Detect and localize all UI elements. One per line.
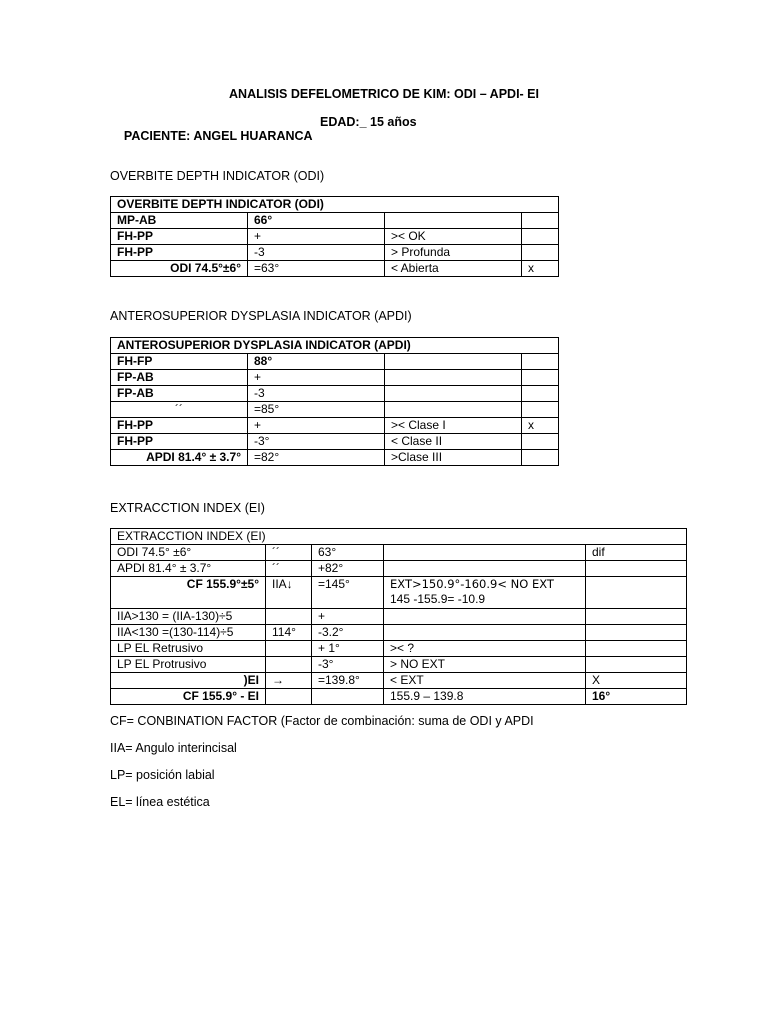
table-cell: + (248, 229, 385, 245)
table-cell: > NO EXT (384, 657, 586, 673)
table-cell: + (248, 418, 385, 434)
table-cell: X (586, 673, 687, 689)
table-cell (522, 354, 559, 370)
table-row (111, 689, 687, 705)
table-cell: MP-AB (111, 213, 248, 229)
table-cell: → (266, 673, 312, 689)
table-cell: > Profunda (385, 245, 522, 261)
table-cell: 66° (248, 213, 385, 229)
table-cell: + (312, 609, 384, 625)
table-cell (385, 354, 522, 370)
table-cell (385, 370, 522, 386)
ei-table (110, 528, 687, 705)
table-cell: >Clase III (385, 450, 522, 466)
table-cell (384, 561, 586, 577)
odi-table (110, 196, 559, 277)
table-cell (384, 577, 586, 609)
table-cell: 16° (586, 689, 687, 705)
table-cell: IIA<130 =(130-114)÷5 (111, 625, 266, 641)
table-cell: ODI 74.5° ±6° (111, 545, 266, 561)
table-cell (586, 641, 687, 657)
table-row (111, 434, 559, 450)
table-cell: CF 155.9° - EI (111, 689, 266, 705)
ei-heading: EXTRACCTION INDEX (EI) (110, 501, 265, 515)
table-cell (385, 213, 522, 229)
table-cell: ODI 74.5°±6° (111, 261, 248, 277)
table-cell: >< ? (384, 641, 586, 657)
table-cell: x (522, 261, 559, 277)
table-cell (522, 370, 559, 386)
table-cell (384, 625, 586, 641)
table-cell: -3 (248, 386, 385, 402)
note-iia: IIA= Angulo interincisal (110, 741, 237, 755)
table-cell (266, 641, 312, 657)
table-cell: < Abierta (385, 261, 522, 277)
table-row (111, 213, 559, 229)
table-cell (266, 689, 312, 705)
table-row (111, 673, 687, 689)
table-cell (586, 577, 687, 609)
table-row (111, 641, 687, 657)
table-cell: =85° (248, 402, 385, 418)
table-row (111, 370, 559, 386)
table-row (111, 386, 559, 402)
table-cell: FP-AB (111, 370, 248, 386)
patient-line (110, 115, 417, 171)
table-row (111, 625, 687, 641)
table-cell: + (248, 370, 385, 386)
table-row (111, 402, 559, 418)
odi-table-title: OVERBITE DEPTH INDICATOR (ODI) (111, 197, 559, 213)
table-cell: 88° (248, 354, 385, 370)
table-cell: APDI 81.4° ± 3.7° (111, 561, 266, 577)
table-row (111, 561, 687, 577)
ext-range-text: EXT>150.9°-160.9< NO EXT (390, 577, 554, 591)
table-row (111, 418, 559, 434)
table-row (111, 354, 559, 370)
table-cell: =63° (248, 261, 385, 277)
table-cell (384, 609, 586, 625)
table-cell: CF 155.9°±5° (111, 577, 266, 609)
table-cell: + 1° (312, 641, 384, 657)
table-cell: -3° (248, 434, 385, 450)
table-row (111, 609, 687, 625)
table-cell (522, 213, 559, 229)
table-cell: FH-PP (111, 245, 248, 261)
table-cell: FH-PP (111, 434, 248, 450)
table-row (111, 545, 687, 561)
patient-name: PACIENTE: ANGEL HUARANCA (123, 129, 313, 143)
table-cell (586, 657, 687, 673)
patient-age: EDAD:_ 15 años (320, 115, 417, 129)
table-row (111, 261, 559, 277)
table-cell: )EI (111, 673, 266, 689)
cf-difference-text: 145 -155.9= -10.9 (390, 592, 486, 606)
table-cell: +82° (312, 561, 384, 577)
table-cell: >< OK (385, 229, 522, 245)
table-row (111, 229, 559, 245)
table-cell: dif (586, 545, 687, 561)
table-cell (586, 625, 687, 641)
table-cell: 155.9 – 139.8 (384, 689, 586, 705)
table-cell: >< Clase I (385, 418, 522, 434)
table-cell: ´´ (111, 402, 248, 418)
apdi-table (110, 337, 559, 466)
table-cell (522, 450, 559, 466)
document-title: ANALISIS DEFELOMETRICO DE KIM: ODI – APDI- EI (229, 87, 539, 101)
table-cell: LP EL Retrusivo (111, 641, 266, 657)
table-cell (522, 402, 559, 418)
table-cell (522, 245, 559, 261)
table-cell (266, 609, 312, 625)
table-cell: LP EL Protrusivo (111, 657, 266, 673)
note-cf: CF= CONBINATION FACTOR (Factor de combinación: suma de ODI y APDI (110, 714, 534, 728)
table-cell: FH-PP (111, 229, 248, 245)
table-cell: IIA>130 = (IIA-130)÷5 (111, 609, 266, 625)
table-cell: =139.8° (312, 673, 384, 689)
note-el: EL= línea estética (110, 795, 210, 809)
table-cell: -3.2° (312, 625, 384, 641)
apdi-table-title: ANTEROSUPERIOR DYSPLASIA INDICATOR (APDI) (111, 338, 559, 354)
table-cell: < EXT (384, 673, 586, 689)
odi-heading: OVERBITE DEPTH INDICATOR (ODI) (110, 169, 325, 183)
table-cell: ´´ (266, 561, 312, 577)
table-cell: FH-FP (111, 354, 248, 370)
table-cell (522, 434, 559, 450)
table-cell (385, 402, 522, 418)
table-cell (384, 545, 586, 561)
table-row (111, 577, 687, 609)
table-row (111, 245, 559, 261)
table-cell: 114° (266, 625, 312, 641)
table-cell: FH-PP (111, 418, 248, 434)
table-cell (586, 561, 687, 577)
table-cell: =82° (248, 450, 385, 466)
table-cell (385, 386, 522, 402)
table-cell: FP-AB (111, 386, 248, 402)
table-row (111, 450, 559, 466)
table-cell: =145° (312, 577, 384, 609)
apdi-heading: ANTEROSUPERIOR DYSPLASIA INDICATOR (APDI) (110, 309, 412, 323)
table-row (111, 657, 687, 673)
table-cell: < Clase II (385, 434, 522, 450)
table-cell (586, 609, 687, 625)
table-cell: APDI 81.4° ± 3.7° (111, 450, 248, 466)
table-cell: IIA↓ (266, 577, 312, 609)
ei-table-title: EXTRACCTION INDEX (EI) (111, 529, 687, 545)
table-cell: x (522, 418, 559, 434)
table-cell (522, 229, 559, 245)
table-cell: 63° (312, 545, 384, 561)
table-cell: -3° (312, 657, 384, 673)
table-cell: ´´ (266, 545, 312, 561)
table-cell (266, 657, 312, 673)
table-cell (522, 386, 559, 402)
note-lp: LP= posición labial (110, 768, 215, 782)
table-cell: -3 (248, 245, 385, 261)
table-cell (312, 689, 384, 705)
